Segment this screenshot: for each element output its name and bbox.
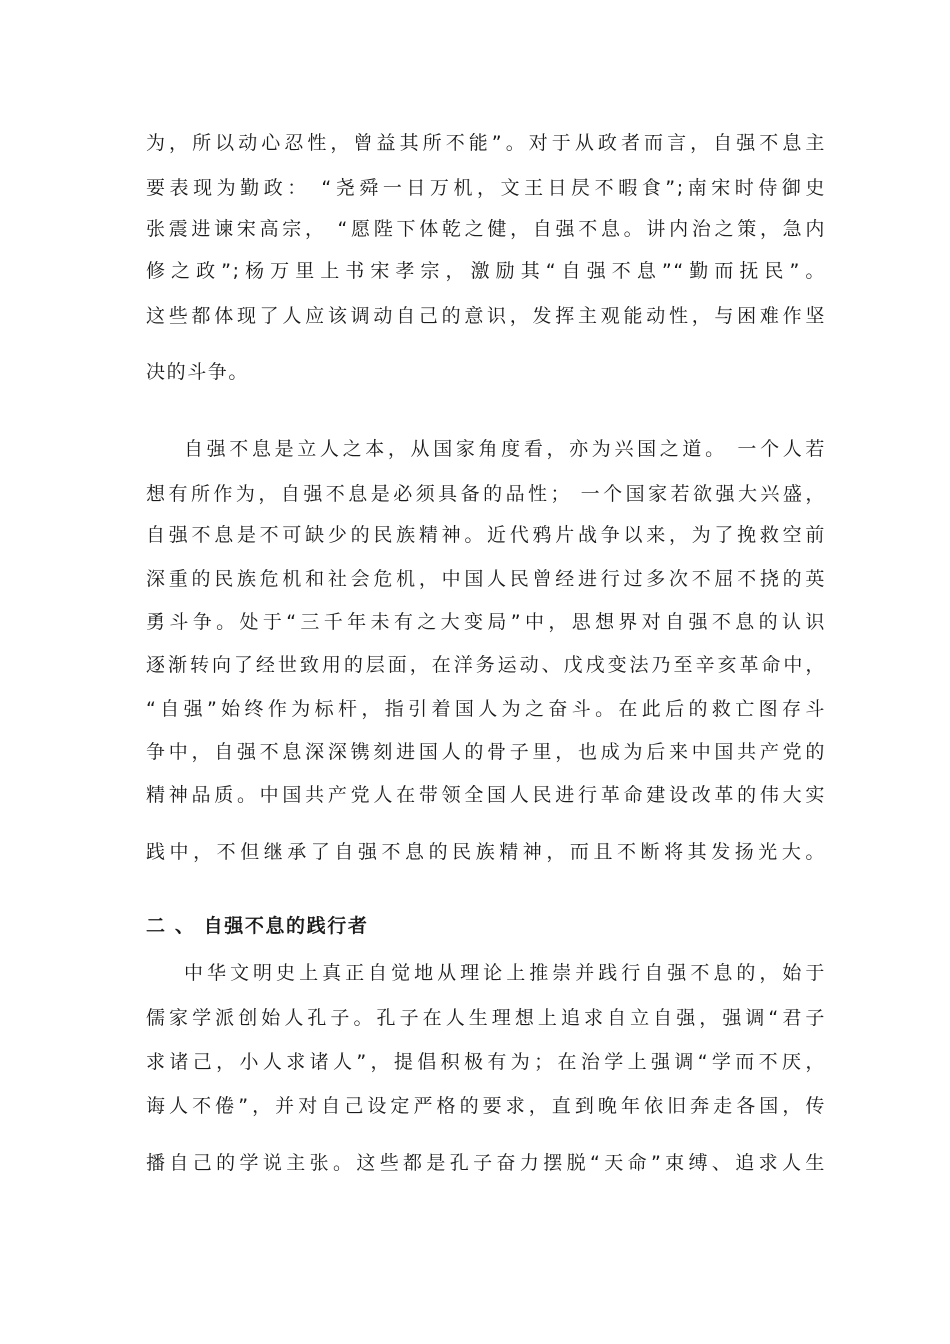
- paragraph-2-line-10: 践中，不但继承了自强不息的民族精神，而且不断将其发扬光大。: [146, 841, 826, 863]
- paragraph-2-line-8: 争中，自强不息深深镌刻进国人的骨子里，也成为后来中国共产党的: [146, 741, 826, 763]
- paragraph-3-line-1: 中华文明史上真正自觉地从理论上推崇并践行自强不息的，始于: [184, 962, 826, 984]
- paragraph-2-line-1: 自强不息是立人之本，从国家角度看，亦为兴国之道。 一个人若: [184, 438, 826, 460]
- paragraph-2-line-7: “自强”始终作为标杆，指引着国人为之奋斗。在此后的救亡图存斗: [146, 698, 826, 720]
- paragraph-2-line-9: 精神品质。中国共产党人在带领全国人民进行革命建设改革的伟大实: [146, 784, 826, 806]
- paragraph-1-line-2: 要表现为勤政： “尧舜一日万机，文王日昃不暇食”;南宋时侍御史: [146, 177, 826, 199]
- paragraph-2-line-2: 想有所作为，自强不息是必须具备的品性； 一个国家若欲强大兴盛，: [146, 483, 826, 505]
- paragraph-3-line-4: 诲人不倦”，并对自己设定严格的要求，直到晚年依旧奔走各国，传: [146, 1095, 826, 1117]
- paragraph-3-line-2: 儒家学派创始人孔子。孔子在人生理想上追求自立自强，强调“君子: [146, 1007, 826, 1029]
- paragraph-3-line-5: 播自己的学说主张。这些都是孔子奋力摆脱“天命”束缚、追求人生: [146, 1152, 826, 1174]
- paragraph-1-line-4: 修之政”;杨万里上书宋孝宗，激励其“自强不息”“勤而抚民”。: [146, 260, 826, 282]
- paragraph-2-line-3: 自强不息是不可缺少的民族精神。近代鸦片战争以来，为了挽救空前: [146, 524, 826, 546]
- paragraph-1-line-3: 张震进谏宋高宗， “愿陛下体乾之健，自强不息。讲内治之策，急内: [146, 218, 826, 240]
- paragraph-1-line-6: 决的斗争。: [146, 361, 250, 383]
- paragraph-3-line-3: 求诸己，小人求诸人”，提倡积极有为；在治学上强调“学而不厌，: [146, 1051, 826, 1073]
- paragraph-1-line-1: 为，所以动心忍性，曾益其所不能”。对于从政者而言，自强不息主: [146, 132, 826, 154]
- paragraph-1-line-5: 这些都体现了人应该调动自己的意识，发挥主观能动性，与困难作坚: [146, 305, 826, 327]
- paragraph-2-line-5: 勇斗争。处于“三千年未有之大变局”中，思想界对自强不息的认识: [146, 611, 826, 633]
- section-heading: 二 、 自强不息的践行者: [146, 915, 369, 937]
- paragraph-2-line-6: 逐渐转向了经世致用的层面，在洋务运动、戊戌变法乃至辛亥革命中，: [146, 654, 826, 676]
- paragraph-2-line-4: 深重的民族危机和社会危机，中国人民曾经进行过多次不屈不挠的英: [146, 568, 826, 590]
